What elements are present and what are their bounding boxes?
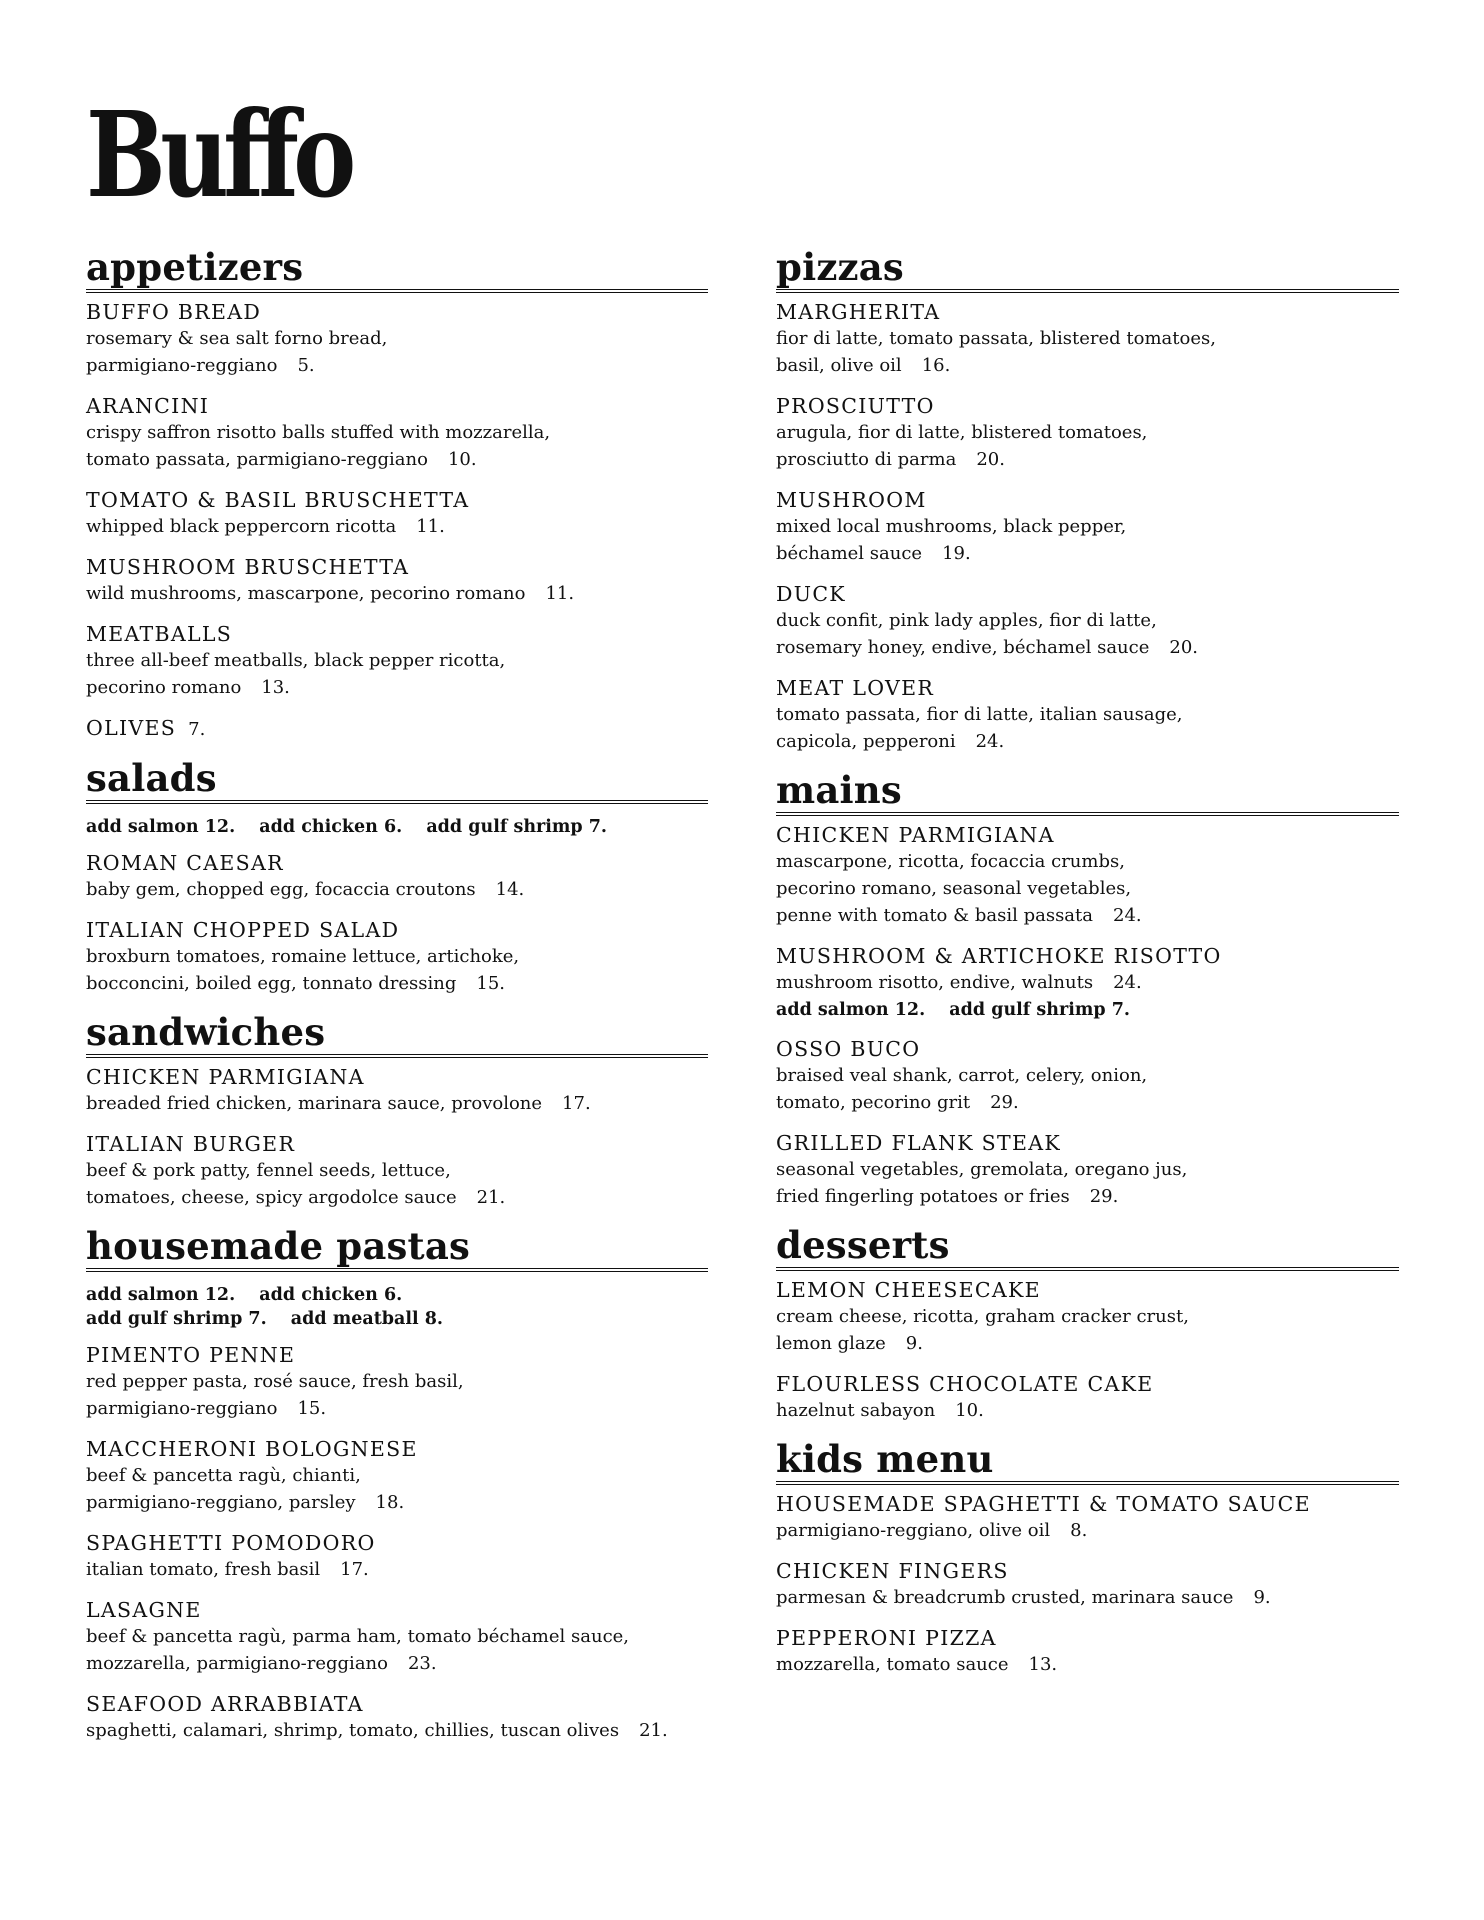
item-description: mozzarella, tomato sauce 13. — [776, 1654, 1058, 1675]
item-price: 13. — [261, 677, 290, 698]
item-description: rosemary & sea salt forno bread, parmigiano-reggiano 5. — [86, 328, 388, 376]
appetizers-section — [86, 246, 708, 743]
item-price: 21. — [476, 1187, 506, 1208]
item-name: GRILLED FLANK STEAK — [776, 1131, 1061, 1155]
item-name: ITALIAN BURGER — [86, 1132, 296, 1156]
item-price: 24. — [975, 731, 1005, 752]
item-description: beef & pork patty, fennel seeds, lettuce, tomatoes, cheese, spicy argodolce sauce 21. — [86, 1160, 506, 1208]
add-ons: add salmon 12. add chicken 6. add gulf shrimp 7. add meatball 8. — [86, 1285, 444, 1329]
item-description: hazelnut sabayon 10. — [776, 1400, 984, 1421]
item-name: PIMENTO PENNE — [86, 1343, 296, 1367]
menu-item — [86, 299, 708, 379]
item-price: 18. — [375, 1492, 405, 1513]
menu-item — [86, 487, 708, 540]
item-name: CHICKEN PARMIGIANA — [86, 1065, 365, 1089]
menu-item — [776, 1277, 1399, 1357]
add-ons: add salmon 12. add gulf shrimp 7. — [776, 1000, 1130, 1020]
item-description: baby gem, chopped egg, focaccia croutons 14. — [86, 879, 525, 900]
item-price: 20. — [976, 449, 1005, 470]
add-ons: add salmon 12. add chicken 6. add gulf shrimp 7. — [86, 817, 608, 837]
item-name: ROMAN CAESAR — [86, 851, 284, 875]
item-description: broxburn tomatoes, romaine lettuce, artichoke, bocconcini, boiled egg, tonnato dressing 15. — [86, 946, 520, 994]
item-description: tomato passata, fior di latte, italian sausage, capicola, pepperoni 24. — [776, 704, 1183, 752]
item-description: whipped black peppercorn ricotta 11. — [86, 516, 445, 537]
item-description: mascarpone, ricotta, focaccia crumbs, pecorino romano, seasonal vegetables, penne with tomato & basil passata 24. — [776, 851, 1142, 926]
item-name: CHICKEN PARMIGIANA — [776, 823, 1055, 847]
item-price: 24. — [1113, 972, 1142, 993]
menu-item — [776, 1558, 1399, 1611]
item-name: TOMATO & BASIL BRUSCHETTA — [86, 488, 470, 512]
item-name: PEPPERONI PIZZA — [776, 1626, 997, 1650]
item-price: 11. — [545, 583, 575, 604]
item-price: 13. — [1028, 1654, 1058, 1675]
menu-item — [776, 299, 1399, 379]
menu-item — [776, 943, 1399, 1022]
item-price: 20. — [1169, 637, 1199, 658]
section-title: appetizers — [86, 246, 708, 293]
item-price: 7. — [188, 719, 206, 740]
menu-item — [86, 393, 708, 473]
item-name: MARGHERITA — [776, 300, 941, 324]
item-name: LEMON CHEESECAKE — [776, 1278, 1041, 1302]
item-price: 29. — [1089, 1186, 1119, 1207]
item-description: spaghetti, calamari, shrimp, tomato, chillies, tuscan olives 21. — [86, 1720, 668, 1741]
item-name: LASAGNE — [86, 1598, 202, 1622]
item-name: MUSHROOM & ARTICHOKE RISOTTO — [776, 944, 1222, 968]
item-price: 15. — [476, 973, 506, 994]
item-name: BUFFO BREAD — [86, 300, 262, 324]
menu-item — [776, 1491, 1399, 1544]
kids-menu-section — [776, 1438, 1399, 1678]
item-description: parmigiano-reggiano, olive oil 8. — [776, 1520, 1088, 1541]
item-description: mushroom risotto, endive, walnuts 24. — [776, 972, 1142, 993]
menu-item — [86, 1530, 708, 1583]
pizzas-section — [776, 246, 1399, 755]
salads-section — [86, 757, 708, 997]
section-title: kids menu — [776, 1438, 1399, 1485]
section-title: salads — [86, 757, 708, 804]
section-title: pizzas — [776, 246, 1399, 293]
menu-item — [776, 487, 1399, 567]
item-name: OLIVES 7. — [86, 716, 206, 740]
item-price: 15. — [297, 1398, 327, 1419]
item-description: red pepper pasta, rosé sauce, fresh basil, parmigiano-reggiano 15. — [86, 1371, 464, 1419]
sandwiches-section — [86, 1011, 708, 1211]
item-name: MACCHERONI BOLOGNESE — [86, 1437, 418, 1461]
section-title: housemade pastas — [86, 1225, 708, 1272]
item-name: MUSHROOM BRUSCHETTA — [86, 555, 410, 579]
menu-item — [86, 1342, 708, 1422]
item-price: 9. — [1253, 1587, 1271, 1608]
item-name: MEATBALLS — [86, 622, 233, 646]
item-price: 11. — [416, 516, 445, 537]
item-name: SEAFOOD ARRABBIATA — [86, 1692, 364, 1716]
item-name: MUSHROOM — [776, 488, 927, 512]
item-price: 24. — [1113, 905, 1142, 926]
menu-item — [86, 850, 708, 903]
item-description: parmesan & breadcrumb crusted, marinara sauce 9. — [776, 1587, 1271, 1608]
menu-item — [776, 822, 1399, 929]
item-name: SPAGHETTI POMODORO — [86, 1531, 376, 1555]
item-description: arugula, fior di latte, blistered tomatoes, prosciutto di parma 20. — [776, 422, 1148, 470]
section-title: desserts — [776, 1224, 1399, 1271]
section-title: mains — [776, 769, 1399, 816]
item-name: HOUSEMADE SPAGHETTI & TOMATO SAUCE — [776, 1492, 1311, 1516]
pastas-section — [86, 1225, 708, 1744]
restaurant-logo: Buffo — [86, 85, 351, 224]
item-description: beef & pancetta ragù, chianti, parmigiano-reggiano, parsley 18. — [86, 1465, 405, 1513]
mains-section — [776, 769, 1399, 1210]
item-price: 10. — [447, 449, 477, 470]
item-description: italian tomato, fresh basil 17. — [86, 1559, 369, 1580]
item-name: OSSO BUCO — [776, 1037, 921, 1061]
item-price: 19. — [942, 543, 971, 564]
item-description: wild mushrooms, mascarpone, pecorino romano 11. — [86, 583, 575, 604]
item-description: mixed local mushrooms, black pepper, béchamel sauce 19. — [776, 516, 1127, 564]
desserts-section — [776, 1224, 1399, 1424]
item-name: PROSCIUTTO — [776, 394, 935, 418]
menu-item — [776, 1625, 1399, 1678]
item-name: DUCK — [776, 582, 846, 606]
item-price: 17. — [340, 1559, 369, 1580]
item-price: 10. — [955, 1400, 984, 1421]
menu-item — [86, 1436, 708, 1516]
item-price: 23. — [407, 1653, 437, 1674]
item-name: MEAT LOVER — [776, 676, 935, 700]
menu-item — [776, 581, 1399, 661]
menu-item — [776, 1130, 1399, 1210]
item-description: breaded fried chicken, marinara sauce, provolone 17. — [86, 1093, 591, 1114]
item-description: crispy saffron risotto balls stuffed with mozzarella, tomato passata, parmigiano-reggiano 10. — [86, 422, 551, 470]
item-description: fior di latte, tomato passata, blistered tomatoes, basil, olive oil 16. — [776, 328, 1216, 376]
item-price: 16. — [921, 355, 951, 376]
item-price: 9. — [905, 1333, 923, 1354]
item-name: ITALIAN CHOPPED SALAD — [86, 918, 400, 942]
left-column — [86, 246, 708, 1758]
item-name: FLOURLESS CHOCOLATE CAKE — [776, 1372, 1154, 1396]
item-description: beef & pancetta ragù, parma ham, tomato béchamel sauce, mozzarella, parmigiano-reggiano 23. — [86, 1626, 630, 1674]
menu-item — [86, 621, 708, 701]
item-name: ARANCINI — [86, 394, 210, 418]
menu-item — [86, 1597, 708, 1677]
item-price: 8. — [1070, 1520, 1088, 1541]
menu-item — [776, 1036, 1399, 1116]
item-description: three all-beef meatballs, black pepper ricotta, pecorino romano 13. — [86, 650, 506, 698]
item-description: duck confit, pink lady apples, fior di latte, rosemary honey, endive, béchamel sauce 20. — [776, 610, 1199, 658]
menu-item — [86, 554, 708, 607]
item-price: 29. — [990, 1092, 1019, 1113]
menu-item — [776, 393, 1399, 473]
section-title: sandwiches — [86, 1011, 708, 1058]
menu-item — [86, 715, 708, 743]
item-name: CHICKEN FINGERS — [776, 1559, 1009, 1583]
item-price: 17. — [562, 1093, 591, 1114]
menu-item — [776, 675, 1399, 755]
item-price: 14. — [495, 879, 525, 900]
menu-item — [86, 917, 708, 997]
item-price: 21. — [639, 1720, 668, 1741]
item-description: cream cheese, ricotta, graham cracker crust, lemon glaze 9. — [776, 1306, 1189, 1354]
menu-item — [86, 1064, 708, 1117]
right-column — [776, 246, 1399, 1692]
item-description: braised veal shank, carrot, celery, onion, tomato, pecorino grit 29. — [776, 1065, 1148, 1113]
menu-item — [86, 1131, 708, 1211]
item-description: seasonal vegetables, gremolata, oregano jus, fried fingerling potatoes or fries 29. — [776, 1159, 1188, 1207]
menu-item — [86, 1691, 708, 1744]
item-price: 5. — [297, 355, 315, 376]
menu-item — [776, 1371, 1399, 1424]
